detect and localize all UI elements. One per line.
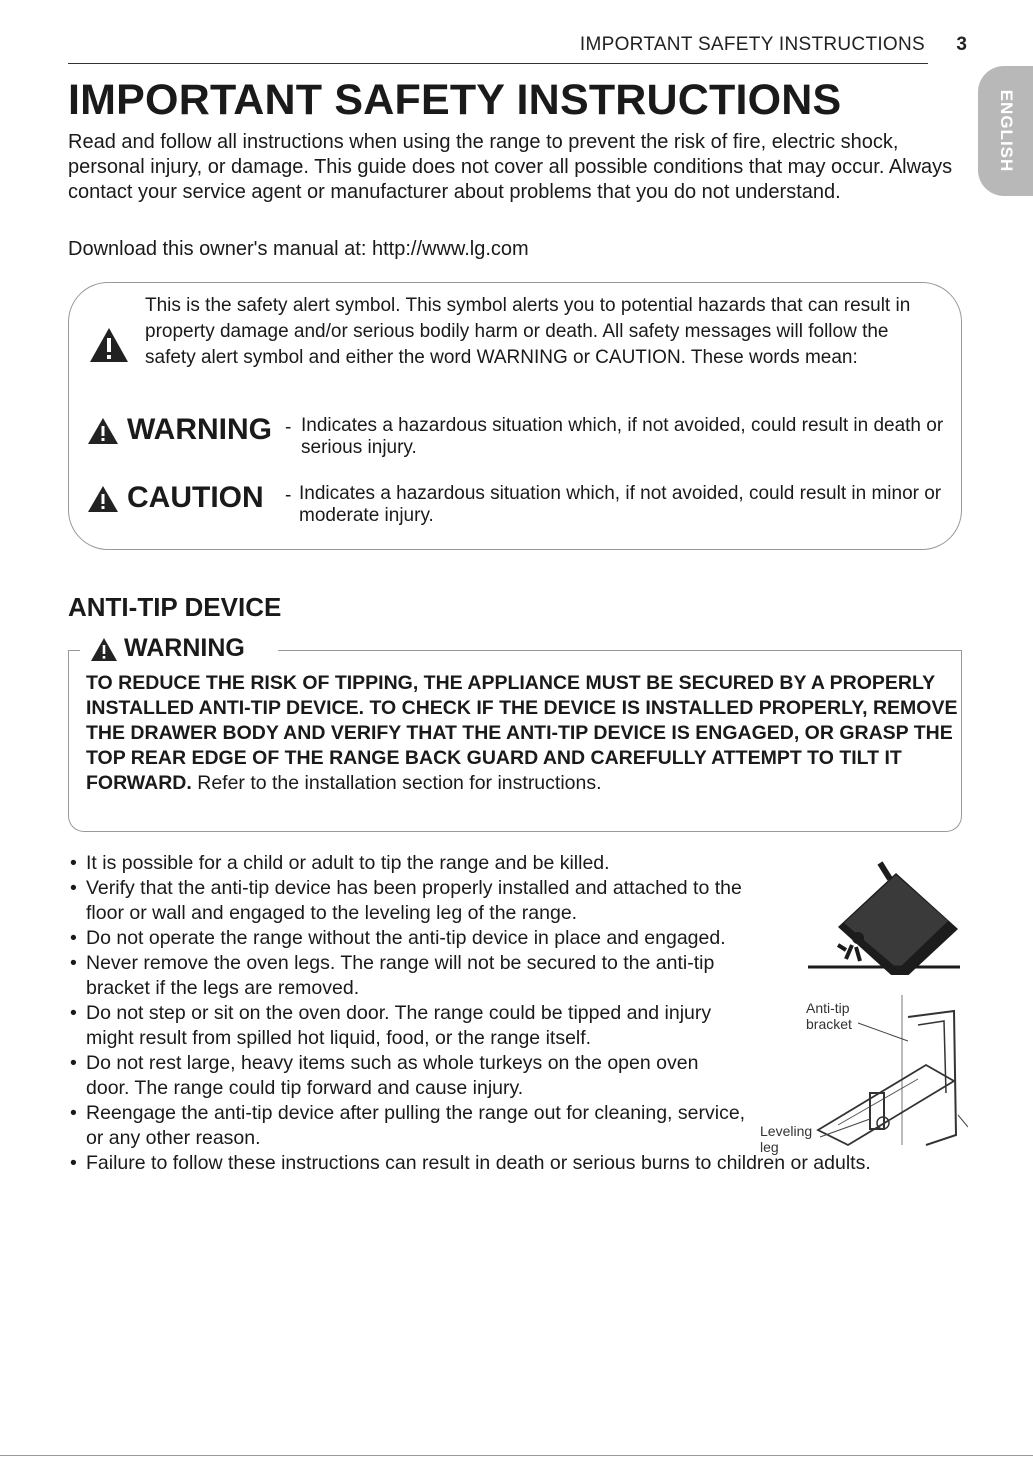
tipping-range-illustration xyxy=(808,855,963,975)
anti-tip-warning-label: WARNING xyxy=(124,634,245,662)
warning-alert-icon xyxy=(90,637,118,662)
language-tab xyxy=(978,66,1033,196)
anti-tip-warning-bold: TO REDUCE THE RISK OF TIPPING, THE APPLIANCE MUST BE SECURED BY A PROPERLY INSTALLED ANTI-TIP DEVICE. TO CHECK IF THE DEVICE IS INSTALLED PROPERLY, REMOVE THE DRAWER BODY AND VERIFY THAT THE ANTI-TIP DEVICE IS ENGAGED, OR GRASP THE TOP REAR EDGE OF THE RANGE BACK GUARD AND CAREFULLY ATTEMPT TO TILT IT FORWARD. xyxy=(86,672,958,794)
leg-label-line2: leg xyxy=(760,1139,779,1155)
anti-tip-warning-text xyxy=(86,671,966,796)
page-number: 3 xyxy=(956,34,967,55)
page-title: IMPORTANT SAFETY INSTRUCTIONS xyxy=(68,76,842,124)
list-item: • Do not operate the range without the anti-tip device in place and engaged. xyxy=(70,926,746,951)
bracket-label xyxy=(806,1000,852,1032)
list-item: • Do not rest large, heavy items such as whole turkeys on the open oven door. The range could tip forward and cause injury. xyxy=(70,1051,746,1101)
language-tab-label: ENGLISH xyxy=(996,89,1016,173)
footer-rule xyxy=(0,1455,1033,1456)
anti-tip-heading: ANTI-TIP DEVICE xyxy=(68,592,282,622)
list-item: • Failure to follow these instructions can result in death or serious burns to children or adults. xyxy=(70,1151,940,1176)
leg-label xyxy=(760,1123,812,1155)
caution-definition-text: Indicates a hazardous situation which, if not avoided, could result in minor or moderate injury. xyxy=(299,483,942,526)
list-item: • Do not step or sit on the oven door. The range could be tipped and injury might result from spilled hot liquid, food, or the range itself. xyxy=(70,1001,746,1051)
caution-alert-icon xyxy=(87,485,119,513)
header-rule xyxy=(68,63,928,64)
intro-paragraph: Read and follow all instructions when using the range to prevent the risk of fire, electric shock, personal injury, or damage. This guide does not cover all possible conditions that may occur. Always contact your service agent or manufacturer about problems that you do not understand. xyxy=(68,131,953,203)
list-item: • Reengage the anti-tip device after pulling the range out for cleaning, service, or any other reason. xyxy=(70,1101,746,1151)
caution-word: CAUTION xyxy=(127,481,264,514)
leg-label-line1: Leveling xyxy=(760,1123,813,1139)
anti-tip-warning-rest: Refer to the installation section for instructions. xyxy=(191,772,602,794)
caution-separator: - xyxy=(285,485,292,506)
warning-definition-text: Indicates a hazardous situation which, if not avoided, could result in death or serious injury. xyxy=(301,415,944,458)
download-note: Download this owner's manual at: http://www.lg.com xyxy=(68,238,529,260)
warning-alert-icon xyxy=(87,417,119,445)
anti-tip-warning-header xyxy=(90,634,245,663)
list-item: • It is possible for a child or adult to tip the range and be killed. xyxy=(70,851,746,876)
warning-word: WARNING xyxy=(127,413,272,446)
running-header: IMPORTANT SAFETY INSTRUCTIONS xyxy=(579,34,925,55)
list-item: • Never remove the oven legs. The range will not be secured to the anti-tip bracket if the legs are removed. xyxy=(70,951,746,1001)
bracket-label-line2: bracket xyxy=(806,1016,852,1032)
bracket-label-line1: Anti-tip xyxy=(806,1000,850,1016)
warning-separator: - xyxy=(285,417,292,438)
safety-alert-box xyxy=(68,282,962,550)
list-item: • Verify that the anti-tip device has been properly installed and attached to the floor or wall and engaged to the leveling leg of the range. xyxy=(70,876,746,926)
alert-intro-text: This is the safety alert symbol. This symbol alerts you to potential hazards that can result in property damage and/or serious bodily harm or death. All safety messages will follow the safety alert symbol and either the word WARNING or CAUTION. These words mean: xyxy=(145,295,911,368)
safety-alert-icon xyxy=(89,327,129,363)
